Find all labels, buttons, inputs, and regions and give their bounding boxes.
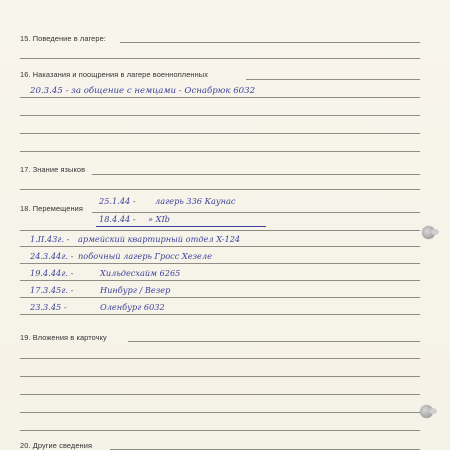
punishment-entry: 20.3.45 - за общение с немцами - Оснабрюк 6032 (30, 86, 256, 96)
section-20-label: 20. Другие сведения (20, 441, 93, 450)
section-19-line-5 (20, 412, 420, 413)
section-17-line (92, 174, 420, 175)
move-text-6: Нинбург / Везер (100, 285, 171, 295)
section-16-line-4 (20, 133, 420, 134)
binder-hole-bottom (420, 405, 433, 418)
section-18-line-5 (20, 280, 420, 281)
section-16-line-3 (20, 115, 420, 116)
section-16-label: 16. Наказания и поощрения в лагере военнопленных (20, 70, 208, 79)
section-17-line-2 (20, 189, 420, 190)
move-date-2: 18.4.44 - (99, 214, 136, 224)
section-19-line-6 (20, 430, 420, 431)
section-16-line-2 (20, 97, 420, 98)
section-18-line-3 (20, 246, 420, 247)
move-text-5: Хильдесхайм 6265 (100, 268, 181, 278)
section-18-label: 18. Перемещения (20, 204, 83, 213)
move-date-3: 1.II.43г. - (30, 234, 70, 244)
move-underline (96, 226, 266, 227)
section-18-line-7 (20, 314, 420, 315)
section-17-label: 17. Знание языков (20, 165, 86, 174)
section-16-line (246, 79, 420, 80)
move-date-5: 19.4.44г. - (30, 268, 74, 278)
move-text-4: побочный лагерь Гросс Хезеле (78, 251, 212, 261)
section-19-line-4 (20, 394, 420, 395)
section-19-line-3 (20, 376, 420, 377)
section-18-line (92, 212, 420, 213)
move-date-6: 17.3.45г. - (30, 285, 74, 295)
section-15-label: 15. Поведение в лагере: (20, 34, 106, 43)
section-19-line (128, 341, 420, 342)
move-text-3: армейский квартирный отдел X-124 (78, 234, 241, 244)
section-18-line-4 (20, 263, 420, 264)
move-date-1: 25.1.44 - (99, 196, 136, 206)
section-15-line (120, 42, 420, 43)
move-text-7: Оленбург 6032 (100, 302, 165, 312)
move-date-4: 24.3.44г. - (30, 251, 74, 261)
binder-hole-top (422, 226, 435, 239)
section-15-line-2 (20, 58, 420, 59)
section-16-line-5 (20, 151, 420, 152)
move-date-7: 23.3.45 - (30, 302, 67, 312)
move-text-2: » XIb (148, 214, 170, 224)
section-18-line-2 (20, 230, 420, 231)
move-text-1: лагерь 336 Каунас (155, 196, 236, 206)
section-19-label: 19. Вложения в карточку (20, 333, 107, 342)
section-18-line-6 (20, 297, 420, 298)
section-19-line-2 (20, 358, 420, 359)
